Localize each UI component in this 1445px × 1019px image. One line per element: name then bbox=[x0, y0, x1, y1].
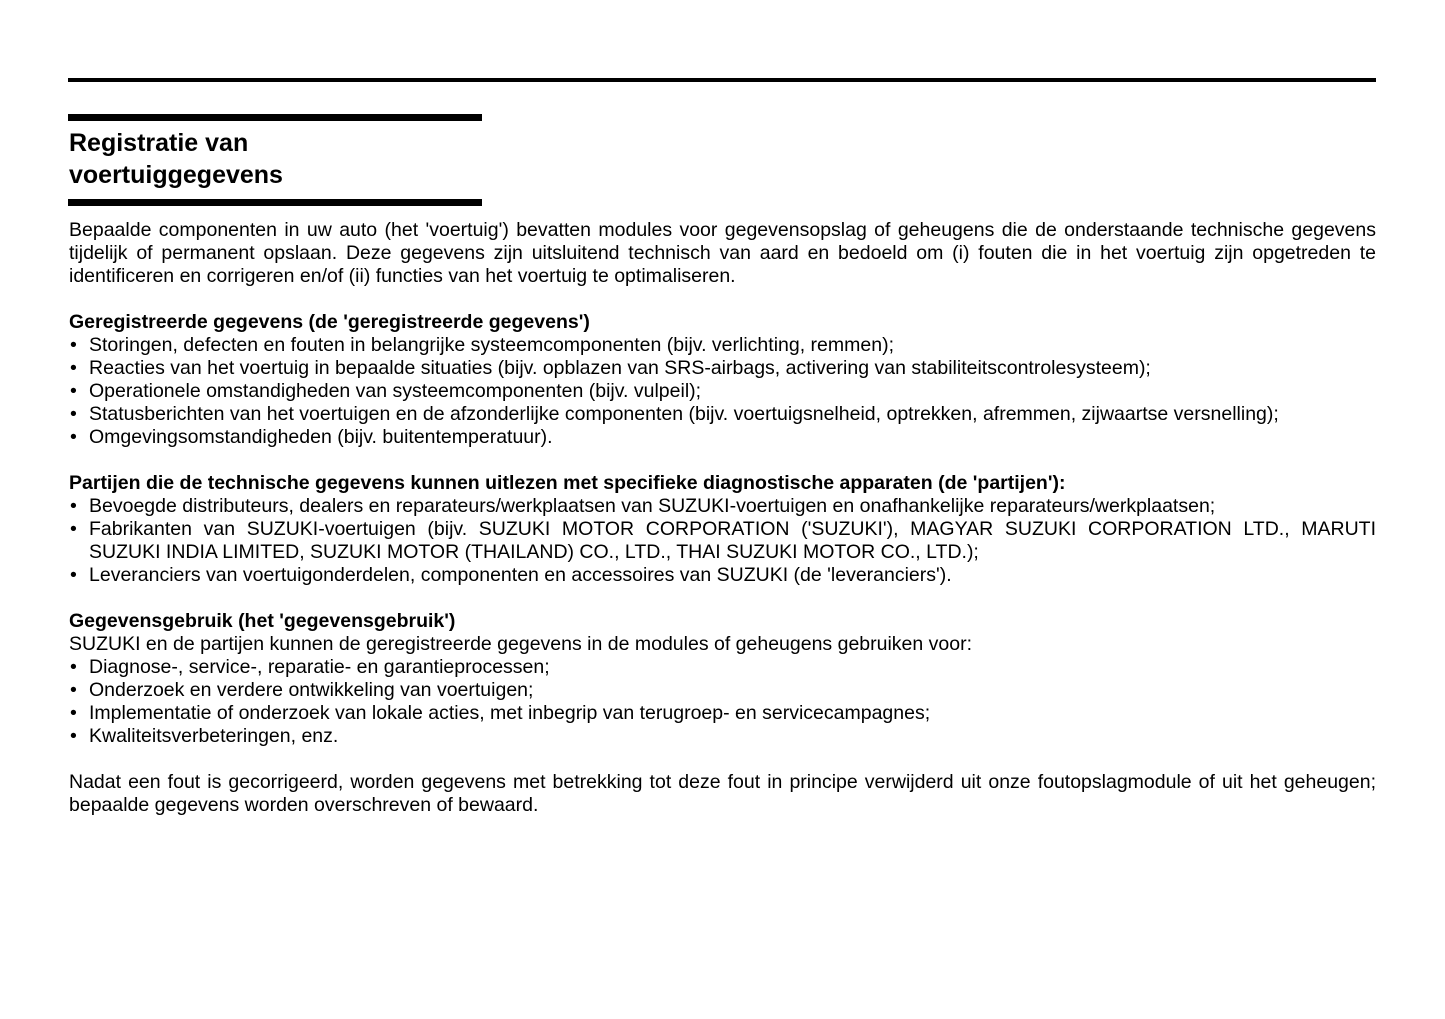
data-usage-heading: Gegevensgebruik (het 'gegevensgebruik') bbox=[69, 610, 456, 632]
data-usage-lead: SUZUKI en de partijen kunnen de geregistreerde gegevens in de modules of geheugens gebruiken voor: bbox=[69, 633, 973, 655]
list-item: • Reacties van het voertuig in bepaalde situaties (bijv. opblazen van SRS-airbags, activering van stabiliteitscontrolesysteem); bbox=[69, 357, 1376, 380]
list-item: • Implementatie of onderzoek van lokale acties, met inbegrip van terugroep- en servicecampagnes; bbox=[69, 702, 1376, 725]
data-usage-section bbox=[69, 610, 1376, 748]
parties-section bbox=[69, 472, 1376, 587]
recorded-data-list bbox=[69, 334, 1376, 449]
list-item: • Leveranciers van voertuigonderdelen, componenten en accessoires van SUZUKI (de 'leveranciers'). bbox=[69, 564, 1376, 587]
list-item: • Statusberichten van het voertuigen en de afzonderlijke componenten (bijv. voertuigsnelheid, optrekken, afremmen, zijwaartse versnelling); bbox=[69, 403, 1376, 426]
list-item: • Fabrikanten van SUZUKI-voertuigen (bijv. SUZUKI MOTOR CORPORATION ('SUZUKI'), MAGYAR SUZUKI CORPORATION LTD., MARUTI SUZUKI INDIA LIMITED, SUZUKI MOTOR (THAILAND) CO., LTD., THAI SUZUKI MOTOR CO., LTD.); bbox=[69, 518, 1376, 564]
list-item: • Kwaliteitsverbeteringen, enz. bbox=[69, 725, 1376, 748]
title-rule-bottom bbox=[68, 199, 482, 206]
title-rule-top bbox=[68, 114, 482, 121]
section-title-line2: voertuiggegevens bbox=[69, 161, 283, 189]
list-item: • Operationele omstandigheden van systeemcomponenten (bijv. vulpeil); bbox=[69, 380, 1376, 403]
parties-list bbox=[69, 495, 1376, 587]
list-item: • Bevoegde distributeurs, dealers en reparateurs/werkplaatsen van SUZUKI-voertuigen en onafhankelijke reparateurs/werkplaatsen; bbox=[69, 495, 1376, 518]
document-body bbox=[69, 219, 1376, 817]
closing-paragraph: Nadat een fout is gecorrigeerd, worden gegevens met betrekking tot deze fout in principe verwijderd uit onze foutopslagmodule of uit het geheugen; bepaalde gegevens worden overschreven of bewaard. bbox=[69, 771, 1376, 816]
list-item: • Onderzoek en verdere ontwikkeling van voertuigen; bbox=[69, 679, 1376, 702]
section-title-line1: Registratie van bbox=[69, 129, 249, 157]
list-item: • Storingen, defecten en fouten in belangrijke systeemcomponenten (bijv. verlichting, remmen); bbox=[69, 334, 1376, 357]
parties-heading: Partijen die de technische gegevens kunnen uitlezen met specifieke diagnostische apparaten (de 'partijen'): bbox=[69, 472, 1066, 494]
data-usage-list bbox=[69, 656, 1376, 748]
intro-paragraph: Bepaalde componenten in uw auto (het 'voertuig') bevatten modules voor gegevensopslag of geheugens die de onderstaande technische gegevens tijdelijk of permanent opslaan. Deze gegevens zijn uitsluitend technisch van aard en bedoeld om (i) fouten die in het voertuig zijn opgetreden te identificeren en corrigeren en/of (ii) functies van het voertuig te optimaliseren. bbox=[69, 219, 1376, 287]
page-top-rule bbox=[68, 78, 1376, 82]
list-item: • Diagnose-, service-, reparatie- en garantieprocessen; bbox=[69, 656, 1376, 679]
recorded-data-section bbox=[69, 311, 1376, 449]
section-title bbox=[69, 127, 489, 191]
list-item: • Omgevingsomstandigheden (bijv. buitentemperatuur). bbox=[69, 426, 1376, 449]
recorded-data-heading: Geregistreerde gegevens (de 'geregistreerde gegevens') bbox=[69, 311, 590, 333]
